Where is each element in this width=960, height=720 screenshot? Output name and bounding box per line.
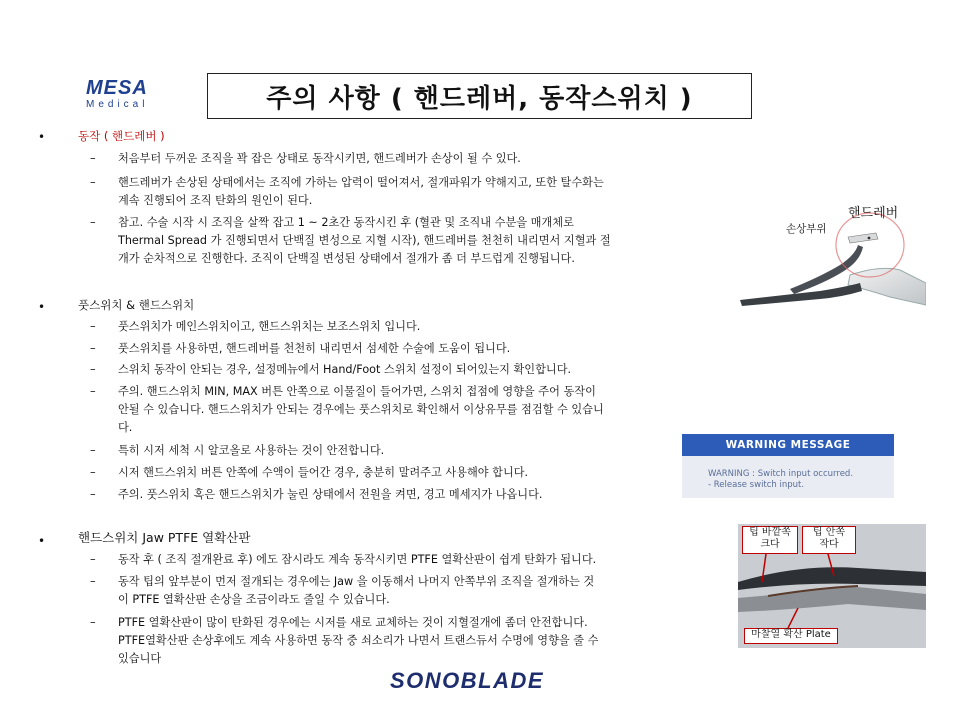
list-item: – PTFE 열확산판이 많이 탄화된 경우에는 시저를 새로 교체하는 것이 지혈절개에 좀더 안전합니다. PTFE열확산판 손상후에도 계속 사용하면 동작 중 쇠소리가 나면서 트랜스듀서 수명에 영향을 줄 수 있습니다 [90, 616, 599, 665]
logo-subtext: Medical [86, 99, 149, 110]
list-item: – 주의. 핸드스위치 MIN, MAX 버튼 안쪽으로 이물질이 들어가면, 스위치 접점에 영향을 주어 동작이 안될 수 있습니다. 핸드스위치가 안되는 경우에는 풋스위치로 확인해서 이상유무를 점검할 수 있습니 다. [90, 385, 604, 434]
list-item: – 스위치 동작이 안되는 경우, 설정메뉴에서 Hand/Foot 스위치 설정이 되어있는지 확인합니다. [90, 363, 572, 376]
list-item: – 시저 핸드스위치 버튼 안쪽에 수액이 들어간 경우, 충분히 말려주고 사용해야 합니다. [90, 466, 529, 479]
page-title-box [207, 73, 752, 119]
hand-lever-image [730, 205, 926, 317]
section-heading-2: 풋스위치 & 핸드스위치 [78, 298, 195, 312]
list-item: – 주의. 풋스위치 혹은 핸드스위치가 눌린 상태에서 전원을 켜면, 경고 메세지가 나옵니다. [90, 488, 543, 501]
list-item: – 풋스위치가 메인스위치이고, 핸드스위치는 보조스위치 입니다. [90, 320, 421, 333]
tip-outer-label: 팁 바깥쪽 [749, 527, 791, 538]
tip-outer-note: 크다 [760, 539, 780, 550]
sonoblade-logo: SONOBLADE [390, 668, 545, 693]
section-heading-1: 동작 ( 핸드레버 ) [78, 129, 165, 143]
list-item: – 풋스위치를 사용하면, 핸드레버를 천천히 내리면서 섬세한 수술에 도움이 됩니다. [90, 342, 511, 355]
warning-line-1: WARNING : Switch input occurred. [708, 469, 854, 479]
list-item: – 처음부터 두꺼운 조직을 꽉 잡은 상태로 동작시키면, 핸드레버가 손상이 될 수 있다. [90, 152, 521, 165]
section-heading-3: 핸드스위치 Jaw PTFE 열확산판 [78, 530, 251, 545]
mesa-medical-logo [86, 78, 156, 114]
logo-text: MESA [86, 77, 148, 99]
warning-header: WARNING MESSAGE [682, 434, 894, 456]
section-bullet-dot: • [38, 534, 46, 548]
tip-outer-callout [742, 526, 798, 554]
list-item: – 동작 팁의 앞부분이 먼저 절개되는 경우에는 Jaw 을 이동해서 나머지 안쪽부위 조직을 절개하는 것 이 PTFE 열확산판 손상을 조금이라도 줄일 수 있습니다. [90, 575, 595, 606]
list-item: – 동작 후 ( 조직 절개완료 후) 에도 잠시라도 계속 동작시키면 PTFE 열확산판이 쉽게 탄화가 됩니다. [90, 553, 597, 566]
hand-lever-label: 핸드레버 [848, 206, 899, 221]
plate-callout [744, 628, 838, 644]
tip-inner-label: 팁 안쪽 [812, 527, 846, 538]
tip-inner-note: 작다 [819, 539, 839, 550]
list-item: – 참고. 수술 시작 시 조직을 살짝 잡고 1 ~ 2초간 동작시킨 후 (혈관 및 조직내 수분을 매개체로 Thermal Spread 가 진행되면서 단백질 변성으로 지혈 시작), 핸드레버를 천천히 내리면서 지혈과 절 개가 순차적으로 진행한다. 조직이 단백질 변성된 상태에서 절개가 좀 더 부드럽게 진행됩니다. [90, 216, 611, 265]
list-item: – 핸드레버가 손상된 상태에서는 조직에 가하는 압력이 떨어져서, 절개파워가 약해지고, 또한 탈수화는 계속 진행되어 조직 탄화의 원인이 된다. [90, 176, 604, 207]
section-bullet-dot: • [38, 300, 46, 314]
section-bullet-dot: • [38, 130, 46, 144]
tip-inner-callout [802, 526, 856, 554]
damage-area-label: 손상부위 [786, 223, 827, 235]
jaw-tip-image [738, 524, 926, 648]
list-item: – 특히 시저 세척 시 알코올로 사용하는 것이 안전합니다. [90, 444, 385, 457]
plate-label: 마찰열 확산 Plate [751, 629, 831, 640]
warning-line-2: - Release switch input. [708, 480, 805, 490]
page-title: 주의 사항 ( 핸드레버, 동작스위치 ) [266, 83, 693, 114]
hand-lever-drawing [730, 205, 926, 317]
